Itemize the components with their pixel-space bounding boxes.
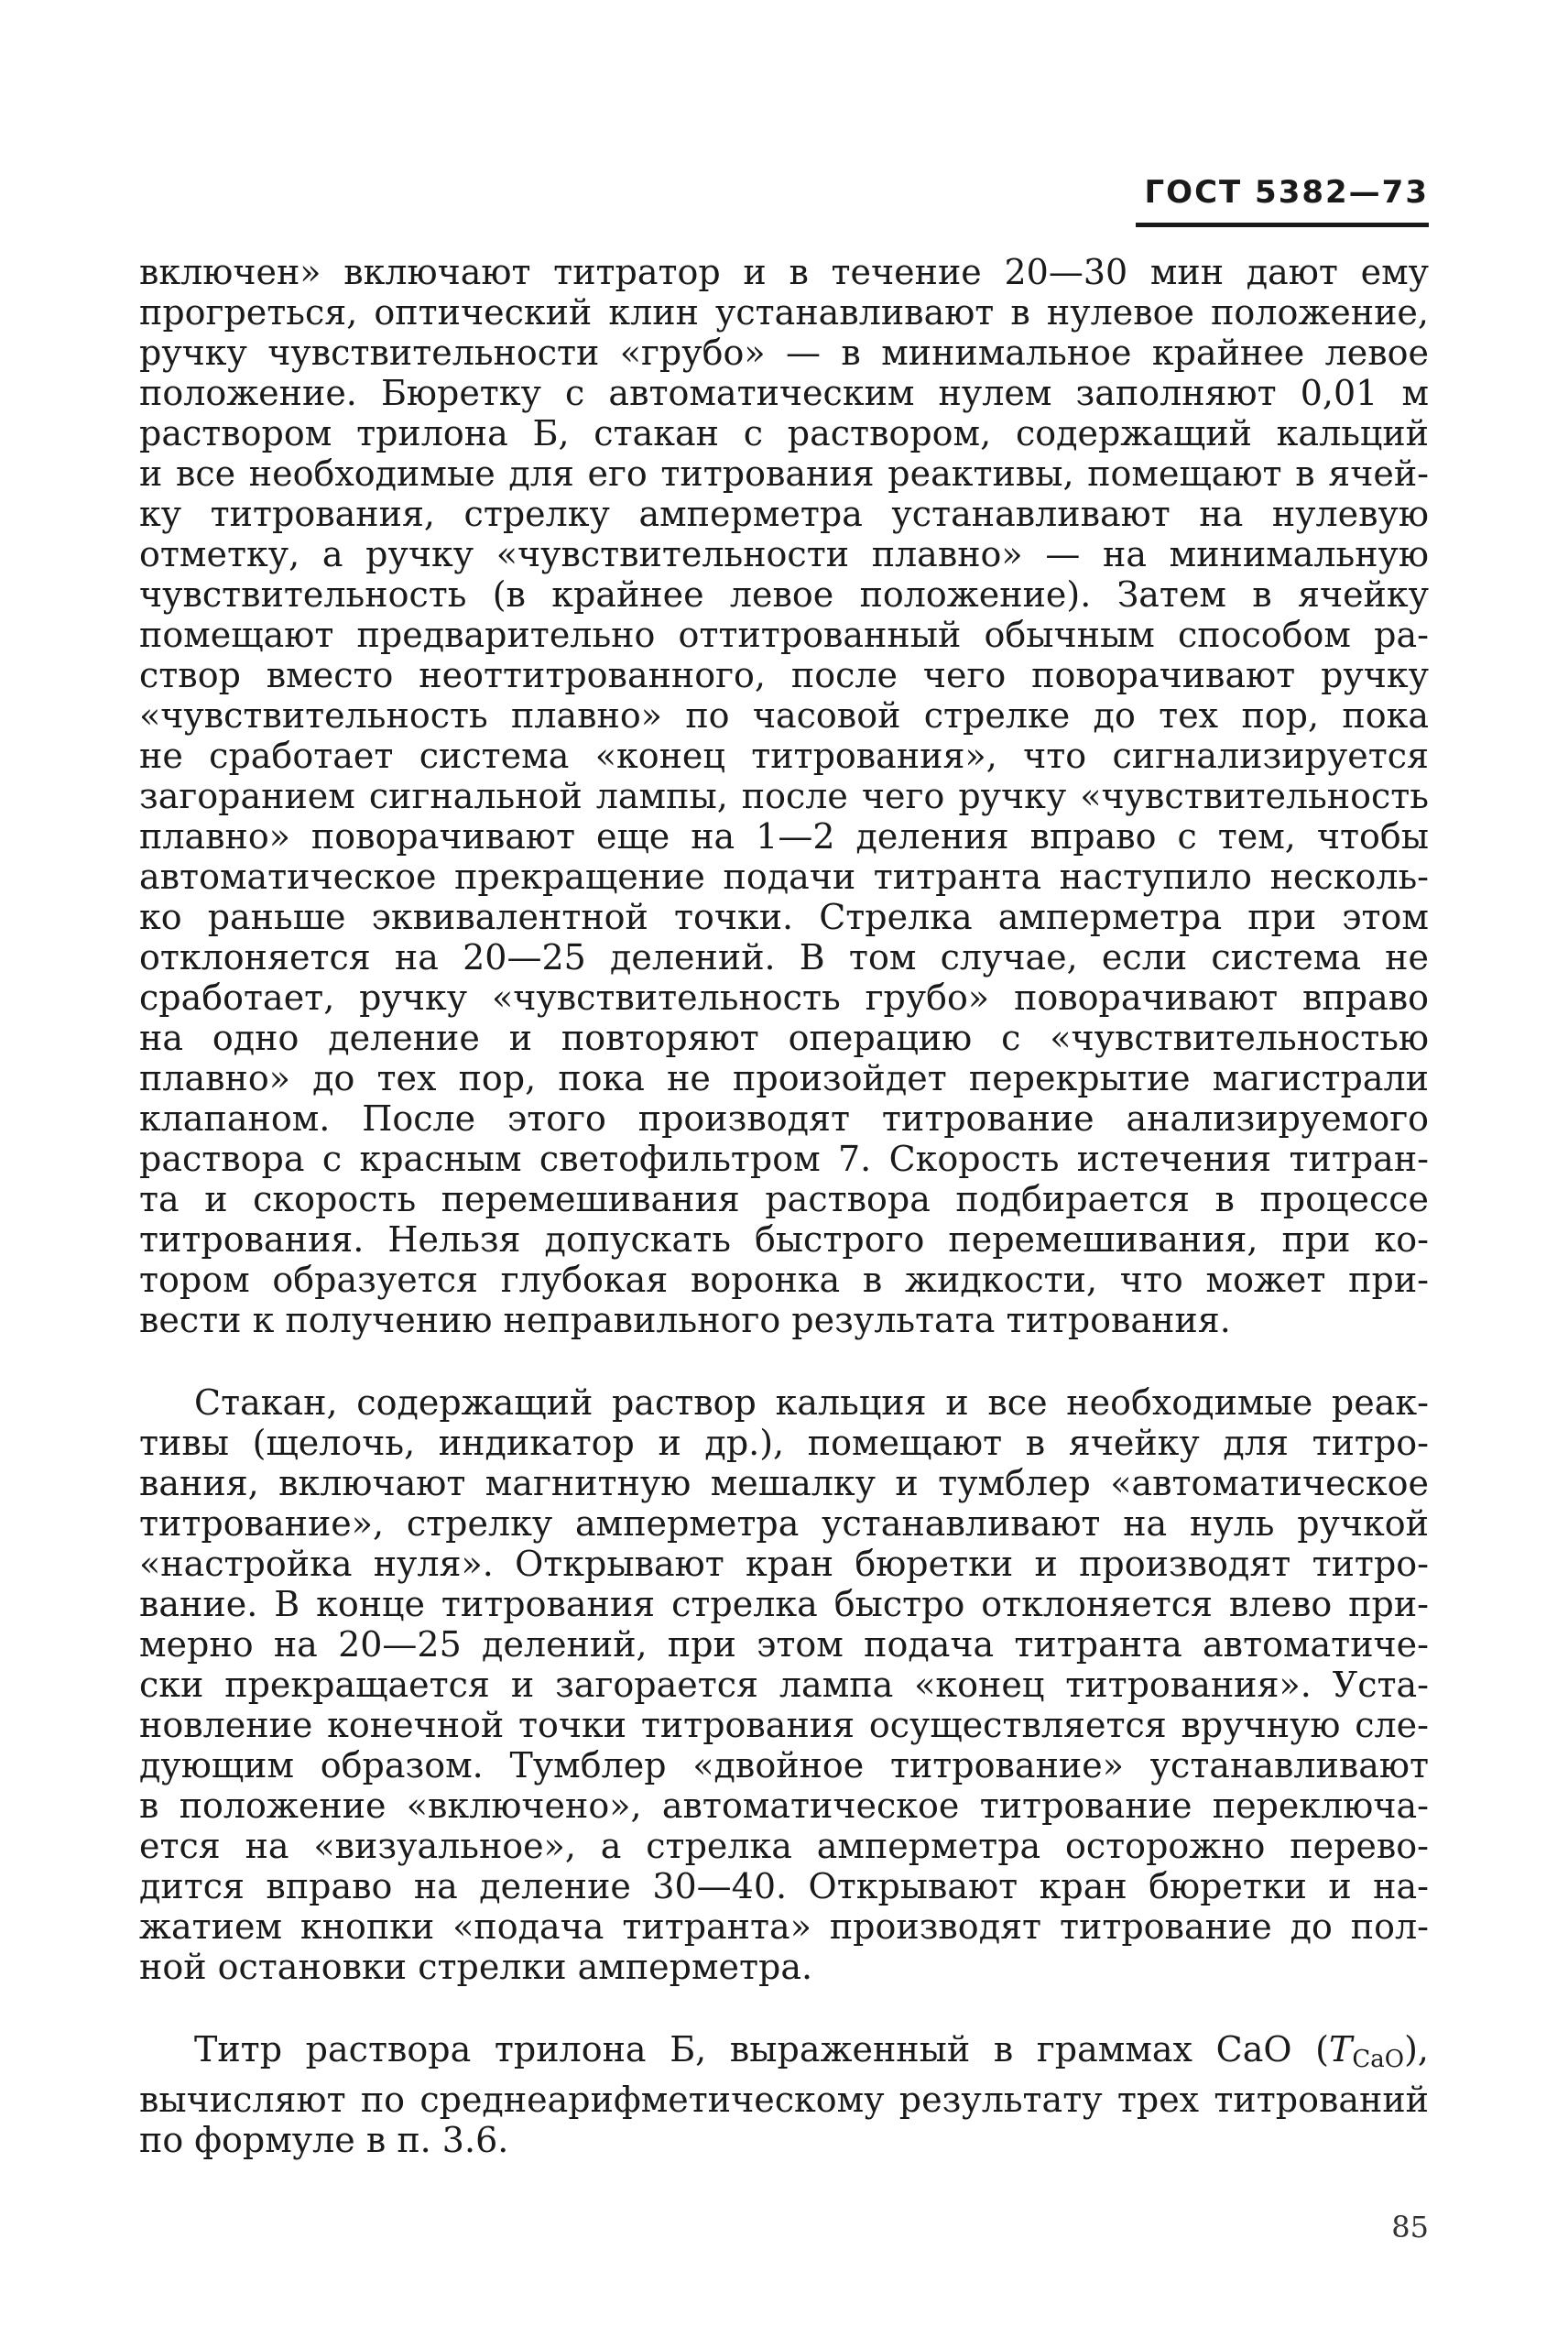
paragraph-3 bbox=[139, 2029, 1429, 2160]
text-line: чувствительность (в крайнее левое положение). Затем в ячейку bbox=[139, 574, 1429, 615]
page-number: 85 bbox=[1391, 2210, 1429, 2244]
text-line: автоматическое прекращение подачи титранта наступило несколь- bbox=[139, 857, 1429, 897]
text-line: плавно» до тех пор, пока не произойдет перекрытие магистрали bbox=[139, 1058, 1429, 1098]
text-line: раствором трилона Б, стакан с раствором, содержащий кальций bbox=[139, 413, 1429, 453]
text-line: ется на «визуальное», а стрелка амперметра осторожно перево- bbox=[139, 1826, 1429, 1866]
text-line: не сработает система «конец титрования», что сигнализируется bbox=[139, 736, 1429, 776]
text-line: вание. В конце титрования стрелка быстро отклоняется влево при- bbox=[139, 1584, 1429, 1624]
text-line: в положение «включено», автоматическое титрование переключа- bbox=[139, 1785, 1429, 1826]
text-line: и все необходимые для его титрования реактивы, помещают в ячей- bbox=[139, 453, 1429, 494]
body-text bbox=[139, 252, 1429, 2160]
text-line: положение. Бюретку с автоматическим нулем заполняют 0,01 м bbox=[139, 373, 1429, 413]
text-line: вания, включают магнитную мешалку и тумблер «автоматическое bbox=[139, 1463, 1429, 1503]
text-line: «чувствительность плавно» по часовой стрелке до тех пор, пока bbox=[139, 695, 1429, 736]
text-line: плавно» поворачивают еще на 1—2 деления вправо с тем, чтобы bbox=[139, 816, 1429, 857]
text-line: вычисляют по среднеарифметическому результату трех титрований bbox=[139, 2080, 1429, 2120]
paragraph-2 bbox=[139, 1382, 1429, 1987]
text-line: прогреться, оптический клин устанавливают в нулевое положение, bbox=[139, 292, 1429, 333]
titer-symbol: T bbox=[1329, 2029, 1353, 2069]
text-segment: Титр раствора трилона Б, выраженный в граммах CaO ( bbox=[194, 2029, 1330, 2069]
text-line: загоранием сигнальной лампы, после чего ручку «чувствительность bbox=[139, 776, 1429, 816]
text-line bbox=[139, 2029, 1429, 2080]
text-line: тором образуется глубокая воронка в жидкости, что может при- bbox=[139, 1260, 1429, 1300]
text-line: клапаном. После этого производят титрование анализируемого bbox=[139, 1098, 1429, 1139]
text-line: жатием кнопки «подача титранта» производят титрование до пол- bbox=[139, 1906, 1429, 1947]
paragraph-1 bbox=[139, 252, 1429, 1340]
text-line: ку титрования, стрелку амперметра устанавливают на нулевую bbox=[139, 494, 1429, 534]
text-line: помещают предварительно оттитрованный обычным способом ра- bbox=[139, 615, 1429, 655]
text-line: ко раньше эквивалентной точки. Стрелка амперметра при этом bbox=[139, 897, 1429, 937]
text-line: на одно деление и повторяют операцию с «чувствительностью bbox=[139, 1018, 1429, 1058]
titer-subscript: CaO bbox=[1352, 2046, 1405, 2073]
text-line: новление конечной точки титрования осуществляется вручную сле- bbox=[139, 1705, 1429, 1745]
text-line: титрования. Нельзя допускать быстрого перемешивания, при ко- bbox=[139, 1219, 1429, 1260]
text-line: сработает, ручку «чувствительность грубо» поворачивают вправо bbox=[139, 977, 1429, 1018]
text-line: вести к получению неправильного результата титрования. bbox=[139, 1300, 1231, 1340]
text-line: отклоняется на 20—25 делений. В том случае, если система не bbox=[139, 937, 1429, 977]
text-line: та и скорость перемешивания раствора подбирается в процессе bbox=[139, 1179, 1429, 1219]
text-line: раствора с красным светофильтром 7. Скорость истечения титран- bbox=[139, 1139, 1429, 1179]
text-line: Стакан, содержащий раствор кальция и все необходимые реак- bbox=[194, 1382, 1429, 1423]
text-line: ручку чувствительности «грубо» — в минимальное крайнее левое bbox=[139, 333, 1429, 373]
text-line: тивы (щелочь, индикатор и др.), помещают в ячейку для титро- bbox=[139, 1423, 1429, 1463]
text-line: дится вправо на деление 30—40. Открывают кран бюретки и на- bbox=[139, 1866, 1429, 1906]
text-line: створ вместо неоттитрованного, после чего поворачивают ручку bbox=[139, 655, 1429, 695]
text-line: отметку, а ручку «чувствительности плавно» — на минимальную bbox=[139, 534, 1429, 574]
text-line: по формуле в п. 3.6. bbox=[139, 2120, 509, 2160]
text-line: мерно на 20—25 делений, при этом подача титранта автоматиче- bbox=[139, 1624, 1429, 1665]
text-line: титрование», стрелку амперметра устанавливают на нуль ручкой bbox=[139, 1503, 1429, 1544]
text-line: ски прекращается и загорается лампа «конец титрования». Уста- bbox=[139, 1665, 1429, 1705]
text-line: «настройка нуля». Открывают кран бюретки и производят титро- bbox=[139, 1544, 1429, 1584]
document-code-header: ГОСТ 5382—73 bbox=[1144, 174, 1429, 211]
text-segment: ), bbox=[1404, 2029, 1429, 2069]
text-line: ной остановки стрелки амперметра. bbox=[139, 1947, 813, 1987]
header-rule bbox=[1136, 223, 1429, 227]
text-line: дующим образом. Тумблер «двойное титрование» устанавливают bbox=[139, 1745, 1429, 1785]
text-line: включен» включают титратор и в течение 20—30 мин дают ему bbox=[139, 252, 1429, 292]
